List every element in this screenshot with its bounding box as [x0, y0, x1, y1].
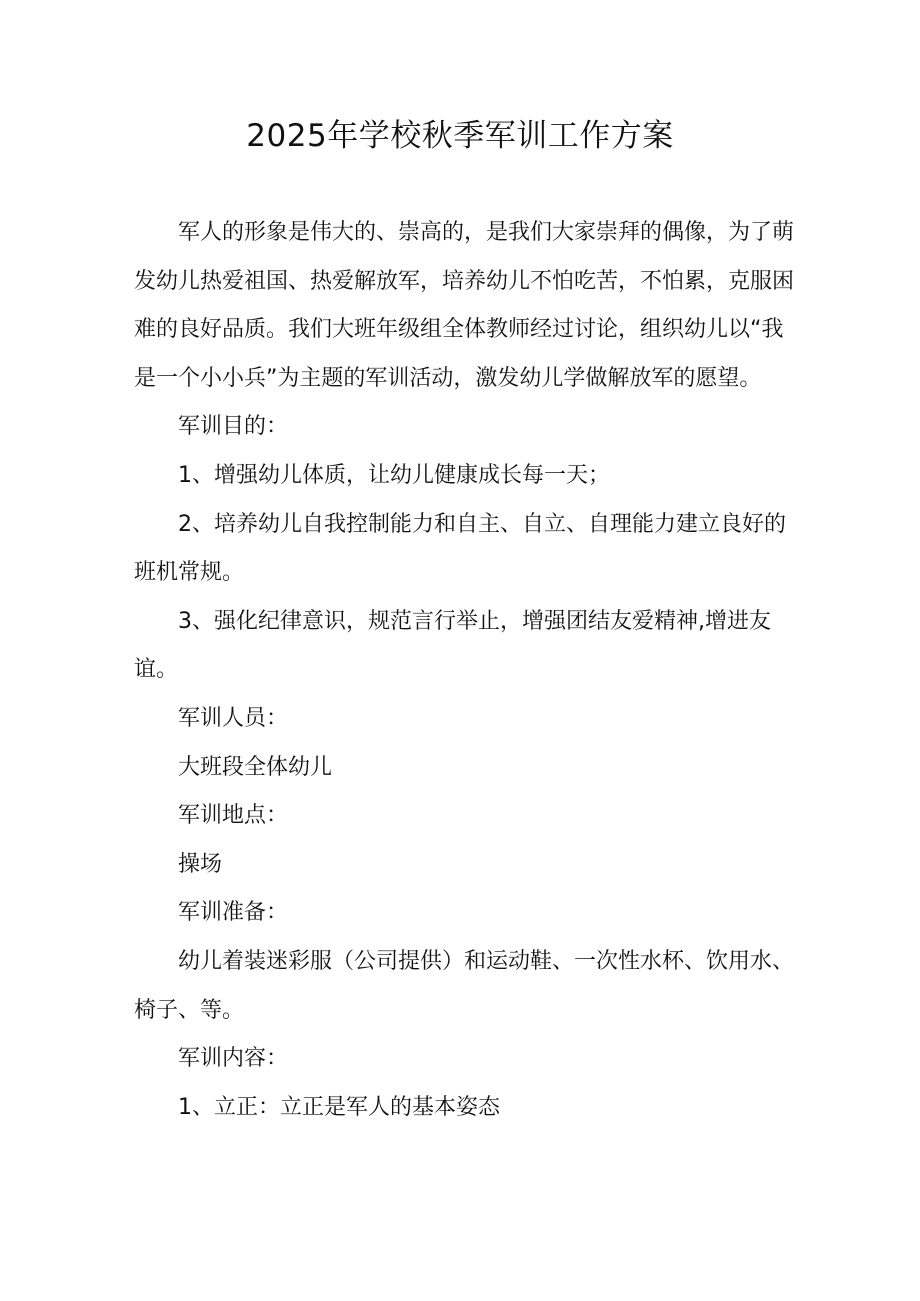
purpose-item-2: 2、培养幼儿自我控制能力和自主、自立、自理能力建立良好的班机常规。 [134, 511, 786, 586]
section-heading-preparation: 军训准备： [178, 900, 289, 926]
section-heading-content: 军训内容： [178, 1046, 289, 1072]
personnel-text: 大班段全体幼儿 [178, 754, 333, 780]
purpose-item-1: 1、增强幼儿体质，让幼儿健康成长每一天； [178, 462, 610, 488]
purpose-item-3: 3、强化纪律意识，规范言行举止，增强团结友爱精神,增进友谊。 [134, 608, 771, 683]
intro-paragraph: 军人的形象是伟大的、崇高的，是我们大家崇拜的偶像，为了萌发幼儿热爱祖国、热爱解放军，培养幼儿不怕吃苦，不怕累，克服困难的良好品质。我们大班年级组全体教师经过讨论，组织幼儿以“我是一个小小兵”为主题的军训活动，激发幼儿学做解放军的愿望。 [134, 220, 795, 391]
preparation-text: 幼儿着装迷彩服（公司提供）和运动鞋、一次性水杯、饮用水、椅子、等。 [134, 948, 795, 1023]
section-heading-location: 军训地点： [178, 803, 289, 829]
location-text: 操场 [178, 851, 223, 877]
section-heading-purpose: 军训目的： [178, 414, 289, 440]
section-heading-personnel: 军训人员： [178, 705, 289, 731]
document-title: 2025年学校秋季军训工作方案 [246, 118, 674, 154]
content-item-1: 1、立正：立正是军人的基本姿态 [178, 1094, 500, 1120]
document-body [134, 209, 794, 1132]
